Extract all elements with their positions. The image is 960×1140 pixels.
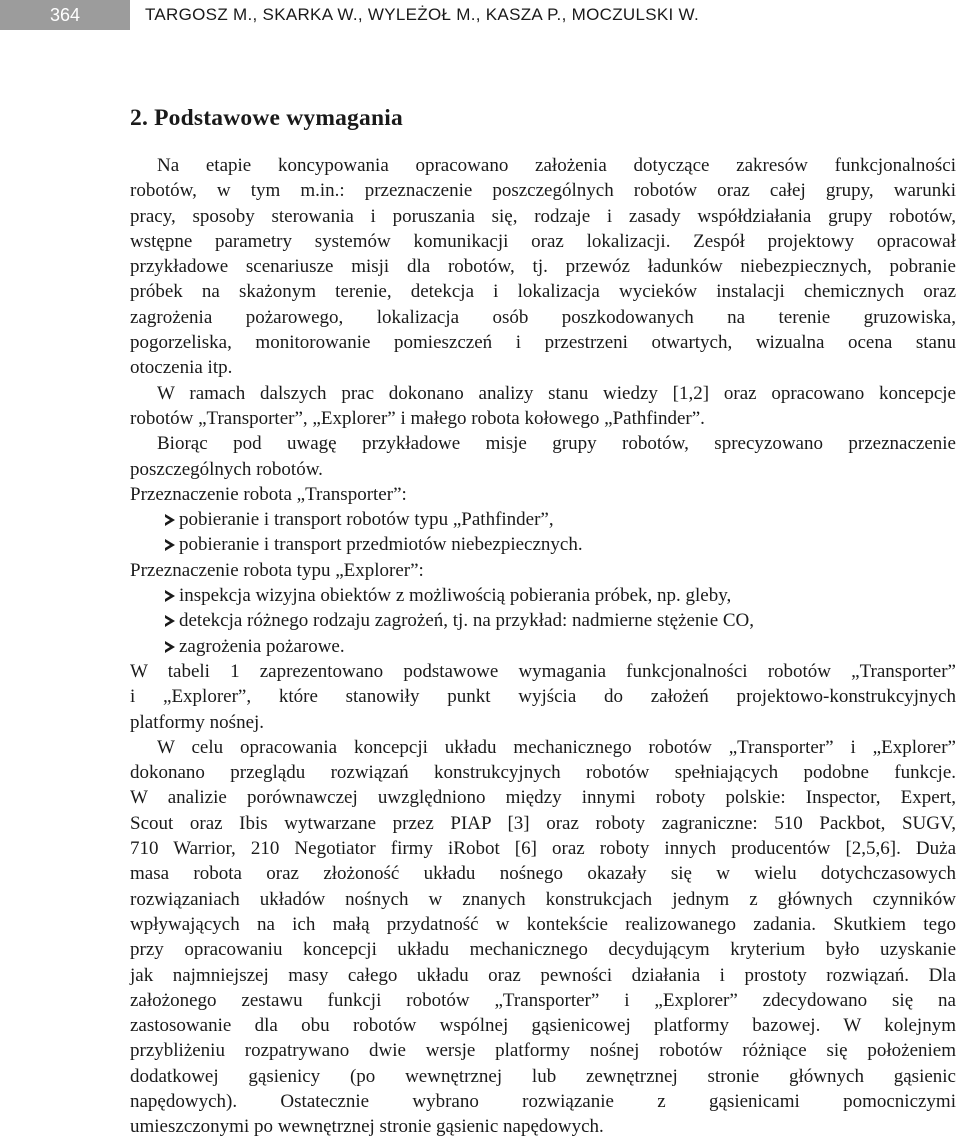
text-line: pogorzeliska, monitorowanie pomieszczeń i przestrzeni otwartych, wizualna ocena stanu: [130, 332, 956, 354]
bullet-item: [130, 583, 956, 608]
bullet-text: pobieranie i transport robotów typu „Pathfinder”,: [179, 509, 554, 531]
text-line: wstępne parametry systemów komunikacji oraz lokalizacji. Zespół projektowy opracował: [130, 230, 956, 252]
bullet-text: inspekcja wizyjna obiektów z możliwością pobierania próbek, np. gleby,: [179, 585, 732, 607]
text-line: Przeznaczenie robota typu „Explorer”:: [130, 559, 424, 581]
text-line: umieszczonymi po wewnętrznej stronie gąsienic napędowych.: [130, 1116, 604, 1138]
text-line: 710 Warrior, 210 Negotiator firmy iRobot [6] oraz roboty innych producentów [2,5,6]. Duża: [130, 838, 956, 860]
text-line: robotów, w tym m.in.: przeznaczenie poszczególnych robotów oraz całej grupy, warunki: [130, 180, 956, 202]
text-line: wpływających na ich małą przydatność w kontekście realizowanego zadania. Skutkiem tego: [130, 913, 956, 935]
text-line: otoczenia itp.: [130, 357, 233, 379]
arrow-bullet-icon: [165, 615, 175, 627]
page-header: [0, 0, 960, 30]
page-number: 364: [0, 0, 130, 30]
bullet-item: [130, 608, 956, 633]
bullet-item: [130, 634, 956, 659]
text-line: Biorąc pod uwagę przykładowe misje grupy robotów, sprecyzowano przeznaczenie: [157, 433, 956, 455]
section-heading: 2. Podstawowe wymagania: [130, 105, 403, 131]
text-line: zastosowanie dla obu robotów wspólnej gąsienicowej platformy bazowej. W kolejnym: [130, 1015, 956, 1037]
text-line: platformy nośnej.: [130, 711, 265, 733]
running-head-authors: TARGOSZ M., SKARKA W., WYLEŻOŁ M., KASZA P., MOCZULSKI W.: [145, 5, 699, 24]
text-line: dokonano przeglądu rozwiązań konstrukcyjnych robotów spełniających podobne funkcje.: [130, 762, 956, 784]
text-line: próbek na skażonym terenie, detekcja i lokalizacja wycieków instalacji chemicznych oraz: [130, 281, 956, 303]
arrow-bullet-icon: [165, 539, 175, 551]
text-line: pracy, sposoby sterowania i poruszania się, rodzaje i zasady współdziałania grupy robotów,: [130, 205, 956, 227]
bullet-text: zagrożenia pożarowe.: [179, 635, 345, 657]
text-line: poszczególnych robotów.: [130, 458, 323, 480]
text-line: robotów „Transporter”, „Explorer” i małego robota kołowego „Pathfinder”.: [130, 407, 705, 429]
text-line: zagrożenia pożarowego, lokalizacja osób poszkodowanych na terenie gruzowiska,: [130, 306, 956, 328]
text-line: W tabeli 1 zaprezentowano podstawowe wymagania funkcjonalności robotów „Transporter”: [130, 660, 956, 682]
text-line: W ramach dalszych prac dokonano analizy stanu wiedzy [1,2] oraz opracowano koncepcje: [157, 382, 956, 404]
text-line: przy opracowaniu koncepcji układu mechanicznego decydującym kryterium było uzyskanie: [130, 939, 956, 961]
text-line: napędowych). Ostatecznie wybrano rozwiązanie z gąsienicami pomocniczymi: [130, 1090, 956, 1112]
bullet-text: detekcja różnego rodzaju zagrożeń, tj. na przykład: nadmierne stężenie CO,: [179, 610, 755, 632]
arrow-bullet-icon: [165, 590, 175, 602]
text-line: jak najmniejszej masy całego układu oraz pewności działania i prostoty rozwiązań. Dla: [130, 964, 956, 986]
text-line: rozwiązaniach układów nośnych w znanych konstrukcjach jednym z głównych czynników: [130, 888, 956, 910]
text-line: masa robota oraz złożoność układu nośnego okazały się w wielu dotychczasowych: [130, 863, 956, 885]
text-line: przybliżeniu rozpatrywano dwie wersje platformy nośnej robotów różniące się położeniem: [130, 1040, 956, 1062]
bullet-item: [130, 532, 956, 557]
text-line: Scout oraz Ibis wytwarzane przez PIAP [3] oraz roboty zagraniczne: 510 Packbot, SUGV,: [130, 812, 956, 834]
text-line: przykładowe scenariusze misji dla robotów, tj. przewóz ładunków niebezpiecznych, pobranie: [130, 256, 956, 278]
bullet-item: [130, 507, 956, 532]
text-line: dodatkowej gąsienicy (po wewnętrznej lub zewnętrznej stronie głównych gąsienic: [130, 1065, 956, 1087]
text-line: W celu opracowania koncepcji układu mechanicznego robotów „Transporter” i „Explorer”: [157, 736, 956, 758]
text-line: W analizie porównawczej uwzględniono między innymi roboty polskie: Inspector, Expert,: [130, 787, 956, 809]
text-line: Przeznaczenie robota „Transporter”:: [130, 483, 407, 505]
arrow-bullet-icon: [165, 641, 175, 653]
arrow-bullet-icon: [165, 514, 175, 526]
body-text: [130, 153, 956, 1140]
bullet-text: pobieranie i transport przedmiotów niebezpiecznych.: [179, 534, 583, 556]
text-line: Na etapie koncypowania opracowano założenia dotyczące zakresów funkcjonalności: [157, 155, 956, 176]
text-line: i „Explorer”, które stanowiły punkt wyjścia do założeń projektowo-konstrukcyjnych: [130, 686, 956, 708]
text-line: założonego zestawu funkcji robotów „Transporter” i „Explorer” zdecydowano się na: [130, 989, 956, 1011]
